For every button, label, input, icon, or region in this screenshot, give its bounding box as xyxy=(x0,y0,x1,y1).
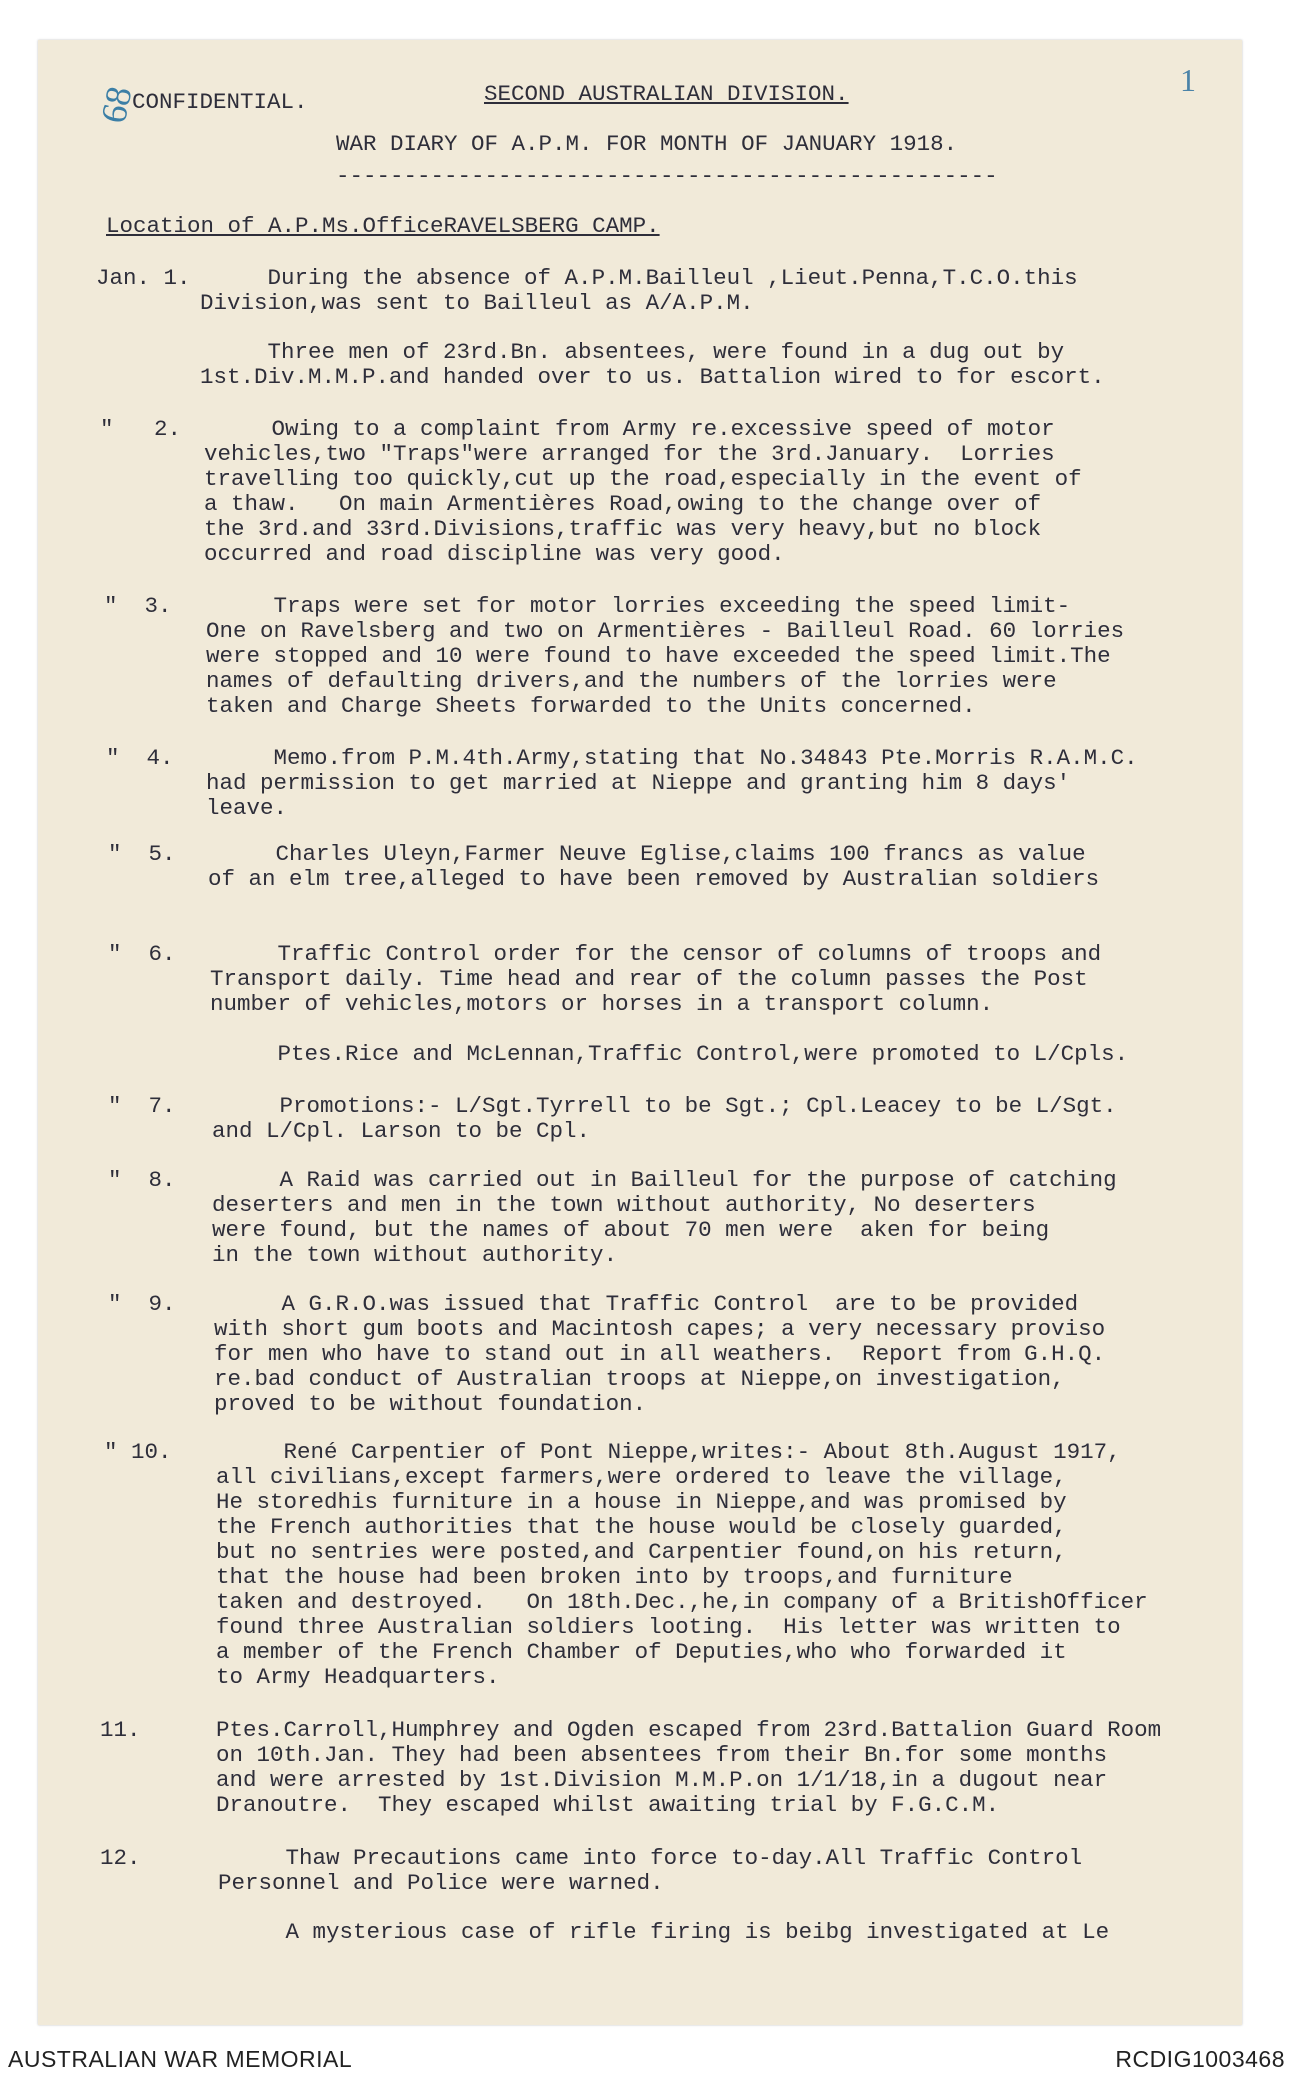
entry-line: were found, but the names of about 70 men were aken for being xyxy=(212,1217,1050,1243)
entry-line: all civilians,except farmers,were ordered to leave the village, xyxy=(216,1464,1067,1490)
entry-line: A G.R.O.was issued that Traffic Control are to be provided xyxy=(214,1291,1079,1317)
entry-date: " 4. xyxy=(106,745,174,771)
entry-line: Thaw Precautions came into force to-day.All Traffic Control xyxy=(218,1845,1083,1871)
entry-line: re.bad conduct of Australian troops at Nieppe,on investigation, xyxy=(214,1366,1065,1392)
entry-date: " 9. xyxy=(108,1291,176,1317)
entry-date: " 10. xyxy=(104,1439,172,1465)
entry-line: taken and destroyed. On 18th.Dec.,he,in company of a BritishOfficer xyxy=(216,1589,1148,1615)
entry-line: of an elm tree,alleged to have been removed by Australian soldiers xyxy=(208,866,1100,892)
entry-line: that the house had been broken into by troops,and furniture xyxy=(216,1564,1013,1590)
entry-line: Ptes.Carroll,Humphrey and Ogden escaped from 23rd.Battalion Guard Room xyxy=(216,1717,1162,1743)
entry-line: Traps were set for motor lorries exceeding the speed limit- xyxy=(206,593,1071,619)
entry-line: and were arrested by 1st.Division M.M.P.on 1/1/18,in a dugout near xyxy=(216,1767,1108,1793)
entry-line: found three Australian soldiers looting. His letter was written to xyxy=(216,1614,1121,1640)
folio-number: 68 xyxy=(92,82,140,127)
entry-line: Transport daily. Time head and rear of the column passes the Post xyxy=(210,966,1088,992)
entry-date: 11. xyxy=(100,1717,141,1743)
entry-line: with short gum boots and Macintosh capes; a very necessary proviso xyxy=(214,1316,1106,1342)
entry-line: a member of the French Chamber of Deputies,who who forwarded it xyxy=(216,1639,1067,1665)
entry-line: number of vehicles,motors or horses in a transport column. xyxy=(210,991,994,1017)
entry-date: " 7. xyxy=(108,1093,176,1119)
entry-line: in the town without authority. xyxy=(212,1242,618,1268)
entry-line: deserters and men in the town without authority, No deserters xyxy=(212,1192,1036,1218)
entry-line: to Army Headquarters. xyxy=(216,1664,500,1690)
entry-line: A mysterious case of rifle firing is beibg investigated at Le xyxy=(218,1919,1110,1945)
footer-reference-id: RCDIG1003468 xyxy=(1115,2046,1285,2072)
entry-line: taken and Charge Sheets forwarded to the Units concerned. xyxy=(206,693,976,719)
entry-date: " 3. xyxy=(104,593,172,619)
entry-line: a thaw. On main Armentières Road,owing to the change over of xyxy=(204,491,1042,517)
entry-date: " 8. xyxy=(108,1167,176,1193)
division-heading: SECOND AUSTRALIAN DIVISION. xyxy=(484,81,849,107)
entry-line: A Raid was carried out in Bailleul for the purpose of catching xyxy=(212,1167,1117,1193)
entry-line: 1st.Div.M.M.P.and handed over to us. Battalion wired to for escort. xyxy=(200,364,1105,390)
entry-line: and L/Cpl. Larson to be Cpl. xyxy=(212,1118,591,1144)
entry-line: Three men of 23rd.Bn. absentees, were found in a dug out by xyxy=(200,339,1065,365)
entry-line: were stopped and 10 were found to have exceeded the speed limit.The xyxy=(206,643,1111,669)
entry-line: had permission to get married at Nieppe and granting him 8 days' xyxy=(206,770,1071,796)
entry-date: 12. xyxy=(100,1845,141,1871)
entry-line: Traffic Control order for the censor of columns of troops and xyxy=(210,941,1102,967)
entry-line: the 3rd.and 33rd.Divisions,traffic was very heavy,but no block xyxy=(204,516,1042,542)
entry-line: occurred and road discipline was very good. xyxy=(204,541,785,567)
entry-line: vehicles,two "Traps"were arranged for the 3rd.January. Lorries xyxy=(204,441,1055,467)
entry-line: Memo.from P.M.4th.Army,stating that No.34843 Pte.Morris R.A.M.C. xyxy=(206,745,1138,771)
footer-institution: AUSTRALIAN WAR MEMORIAL xyxy=(8,2046,353,2072)
diary-title: WAR DIARY OF A.P.M. FOR MONTH OF JANUARY 1918. xyxy=(336,131,958,157)
entry-line: Owing to a complaint from Army re.excessive speed of motor xyxy=(204,416,1055,442)
entry-line: the French authorities that the house would be closely guarded, xyxy=(216,1514,1067,1540)
entry-date: Jan. 1. xyxy=(96,265,191,291)
entry-date: " 6. xyxy=(108,941,176,967)
classification-label: CONFIDENTIAL. xyxy=(132,89,308,115)
page-number: 1 xyxy=(1180,62,1196,98)
entry-line: leave. xyxy=(206,795,288,821)
entry-line: travelling too quickly,cut up the road,especially in the event of xyxy=(204,466,1082,492)
entry-line: on 10th.Jan. They had been absentees from their Bn.for some months xyxy=(216,1742,1108,1768)
entry-line: During the absence of A.P.M.Bailleul ,Lieut.Penna,T.C.O.this xyxy=(200,265,1078,291)
entry-line: but no sentries were posted,and Carpentier found,on his return, xyxy=(216,1539,1067,1565)
entry-line: proved to be without foundation. xyxy=(214,1391,647,1417)
entry-line: Personnel and Police were warned. xyxy=(218,1870,664,1896)
entry-line: Promotions:- L/Sgt.Tyrrell to be Sgt.; Cpl.Leacey to be L/Sgt. xyxy=(212,1093,1117,1119)
entry-line: One on Ravelsberg and two on Armentières - Bailleul Road. 60 lorries xyxy=(206,618,1125,644)
entry-line: Dranoutre. They escaped whilst awaiting trial by F.G.C.M. xyxy=(216,1792,1000,1818)
entry-line: names of defaulting drivers,and the numbers of the lorries were xyxy=(206,668,1057,694)
title-rule: ------------------------------------------------- xyxy=(336,163,998,189)
entry-line: He storedhis furniture in a house in Nieppe,and was promised by xyxy=(216,1489,1067,1515)
entry-line: for men who have to stand out in all weathers. Report from G.H.Q. xyxy=(214,1341,1106,1367)
entry-line: Charles Uleyn,Farmer Neuve Eglise,claims 100 francs as value xyxy=(208,841,1086,867)
entry-date: " 2. xyxy=(100,416,182,442)
entry-line: René Carpentier of Pont Nieppe,writes:- About 8th.August 1917, xyxy=(216,1439,1121,1465)
entry-line: Division,was sent to Bailleul as A/A.P.M. xyxy=(200,290,754,316)
entry-date: " 5. xyxy=(108,841,176,867)
office-location: Location of A.P.Ms.OfficeRAVELSBERG CAMP. xyxy=(106,213,660,239)
entry-line: Ptes.Rice and McLennan,Traffic Control,were promoted to L/Cpls. xyxy=(210,1041,1129,1067)
